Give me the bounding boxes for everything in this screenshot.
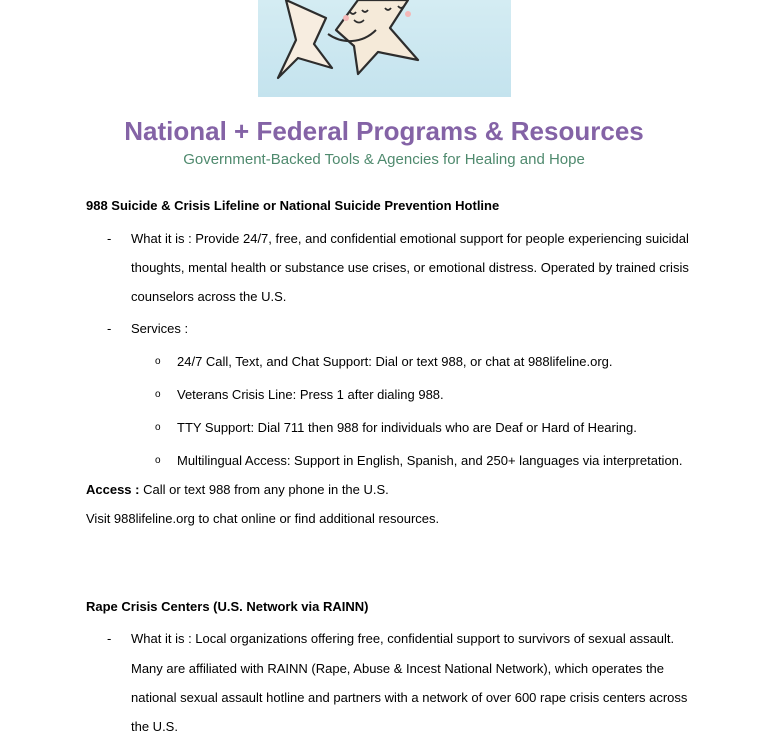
what-it-is-line: What it is : Provide 24/7, free, and confidential emotional support for people experiencing suicidal (131, 231, 689, 246)
section-heading-988: 988 Suicide & Crisis Lifeline or National Suicide Prevention Hotline (86, 198, 500, 213)
service-item: Veterans Crisis Line: Press 1 after dialing 988. (177, 387, 444, 402)
service-item: Multilingual Access: Support in English, Spanish, and 250+ languages via interpretation. (177, 453, 683, 468)
circle-bullet-icon: o (155, 455, 161, 466)
what-it-is-line: the U.S. (131, 719, 178, 734)
page-title: National + Federal Programs & Resources (124, 116, 644, 146)
service-item: 24/7 Call, Text, and Chat Support: Dial or text 988, or chat at 988lifeline.org. (177, 354, 613, 369)
access-line (86, 482, 389, 497)
visit-line: Visit 988lifeline.org to chat online or find additional resources. (86, 511, 440, 526)
bullet-dash: - (107, 321, 112, 336)
hugging-stars-illustration (258, 0, 511, 97)
services-label: Services : (131, 321, 189, 336)
circle-bullet-icon: o (155, 422, 161, 433)
section-heading-rape-crisis: Rape Crisis Centers (U.S. Network via RAINN) (86, 599, 369, 614)
access-text: Call or text 988 from any phone in the U.S. (139, 482, 389, 497)
access-label: Access : (86, 482, 140, 497)
what-it-is-line: national sexual assault hotline and partners with a network of over 600 rape crisis centers across (131, 690, 688, 705)
page-subtitle: Government-Backed Tools & Agencies for Healing and Hope (183, 151, 585, 168)
what-it-is-line: What it is : Local organizations offering free, confidential support to survivors of sexual assault. (131, 631, 675, 646)
what-it-is-line: thoughts, mental health or substance use crises, or emotional distress. Operated by trained crisis (131, 260, 689, 275)
what-it-is-line: counselors across the U.S. (131, 289, 287, 304)
service-item: TTY Support: Dial 711 then 988 for individuals who are Deaf or Hard of Hearing. (177, 420, 637, 435)
circle-bullet-icon: o (155, 356, 161, 367)
circle-bullet-icon: o (155, 389, 161, 400)
what-it-is-line: Many are affiliated with RAINN (Rape, Abuse & Incest National Network), which operates the (131, 661, 665, 676)
bullet-dash: - (107, 231, 112, 246)
bullet-dash: - (107, 631, 112, 646)
